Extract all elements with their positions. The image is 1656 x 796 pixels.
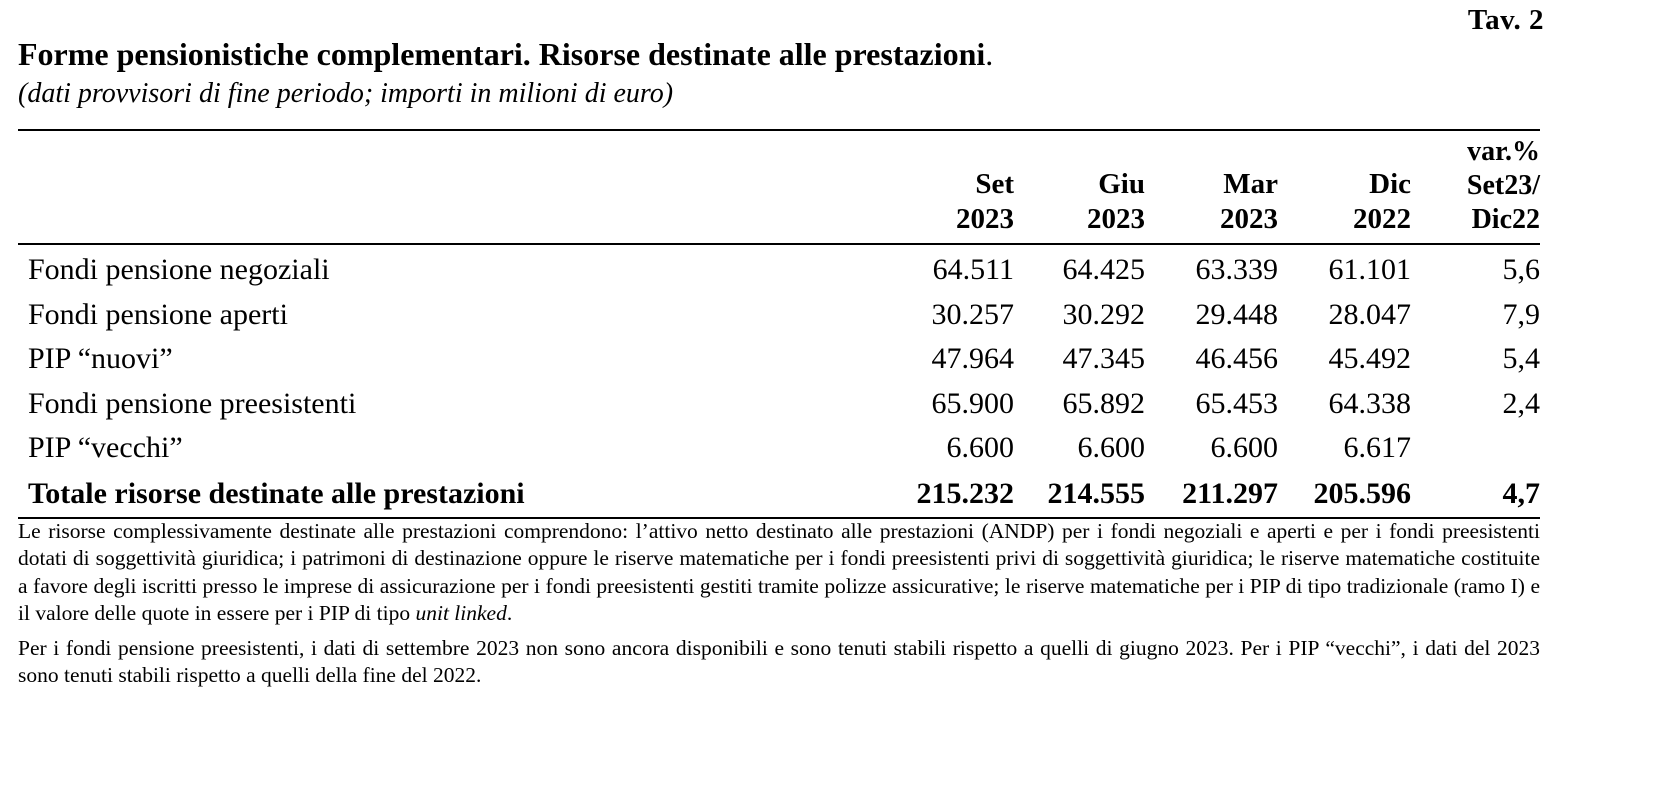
total-cell: 205.596: [1278, 471, 1411, 518]
column-header-set-2023: Set 2023: [956, 168, 1014, 235]
header-label-cell: [18, 130, 894, 244]
table-number: Tav. 2: [1467, 4, 1544, 36]
data-table-container: [18, 129, 1540, 519]
table-cell: 6.600: [1077, 431, 1145, 465]
table-cell: 6.600: [946, 431, 1014, 465]
table-cell: 46.456: [1195, 342, 1278, 376]
table-row: [18, 382, 1540, 427]
footnote-preexisting-funds: Per i fondi pensione preesistenti, i dati di settembre 2023 non sono ancora disponibili e sono tenuti stabili rispetto a quelli di giugno 2023. Per i PIP “vecchi”, i dati del 2023 sono tenuti stabili rispetto a quelli della fine del 2022.: [18, 636, 1540, 688]
table-header-row: [18, 130, 1540, 244]
table-cell: 29.448: [1195, 297, 1278, 331]
table-cell: 47.964: [931, 342, 1014, 376]
table-cell: 6.617: [1343, 431, 1411, 465]
footnotes: [18, 518, 1540, 698]
total-cell: 211.297: [1145, 471, 1278, 518]
title-period: .: [985, 36, 994, 72]
var-cell: 5,6: [1502, 253, 1540, 287]
title-text: Forme pensionistiche complementari. Risorse destinate alle prestazioni: [18, 36, 986, 72]
footnote-resources: Le risorse complessivamente destinate alle prestazioni comprendono: l’attivo netto destinato alle prestazioni (ANDP) per i fondi negoziali e aperti e per i fondi preesistenti dotati di soggettività giuridica; i patrimoni di destinazione oppure le riserve matematiche per i fondi preesistenti privi di soggettività giuridica; le riserve matematiche costituite a favore degli iscritti presso le imprese di assicurazione per i fondi preesistenti gestiti tramite polizze assicurative; le riserve matematiche per i PIP di tipo tradizionale (ramo I) e il valore delle quote in essere per i PIP di tipo unit linked.: [18, 519, 1540, 625]
var-cell: 2,4: [1502, 386, 1540, 420]
footnote-italic-term: unit linked: [415, 600, 507, 625]
table-cell: 65.900: [931, 386, 1014, 420]
table-cell: 64.338: [1328, 386, 1411, 420]
row-label: Fondi pensione negoziali: [28, 253, 330, 287]
row-label: PIP “vecchi”: [28, 431, 183, 465]
table-cell: 64.425: [1062, 253, 1145, 287]
total-cell: 214.555: [1014, 471, 1145, 518]
table-row: [18, 337, 1540, 382]
total-cell: 215.232: [894, 471, 1014, 518]
total-row: [18, 471, 1540, 518]
table-cell: 45.492: [1328, 342, 1411, 376]
table-row: [18, 244, 1540, 293]
row-label: Fondi pensione aperti: [28, 297, 288, 331]
table-row: [18, 293, 1540, 338]
column-header-dic-2022: Dic 2022: [1353, 168, 1411, 235]
table-cell: 61.101: [1328, 253, 1411, 287]
table-cell: 64.511: [932, 253, 1014, 287]
column-header-mar-2023: Mar 2023: [1220, 168, 1278, 235]
table-cell: 47.345: [1062, 342, 1145, 376]
column-header-var: var.% Set23/ Dic22: [1466, 136, 1540, 235]
data-table: [18, 129, 1540, 519]
page-title: [18, 36, 993, 73]
table-cell: 28.047: [1328, 297, 1411, 331]
table-cell: 6.600: [1210, 431, 1278, 465]
var-cell: 7,9: [1502, 297, 1540, 331]
var-cell: 5,4: [1502, 342, 1540, 376]
table-cell: 30.257: [931, 297, 1014, 331]
table-row: [18, 426, 1540, 471]
row-label: PIP “nuovi”: [28, 342, 173, 376]
table-cell: 65.453: [1195, 386, 1278, 420]
row-label: Fondi pensione preesistenti: [28, 386, 357, 420]
table-cell: 63.339: [1195, 253, 1278, 287]
total-row-label: Totale risorse destinate alle prestazioni: [18, 471, 894, 518]
page-subtitle: (dati provvisori di fine periodo; importi in milioni di euro): [18, 78, 674, 109]
column-header-giu-2023: Giu 2023: [1087, 168, 1145, 235]
table-cell: 30.292: [1062, 297, 1145, 331]
total-var-cell: 4,7: [1411, 471, 1540, 518]
table-cell: 65.892: [1062, 386, 1145, 420]
var-cell: [1411, 426, 1540, 471]
